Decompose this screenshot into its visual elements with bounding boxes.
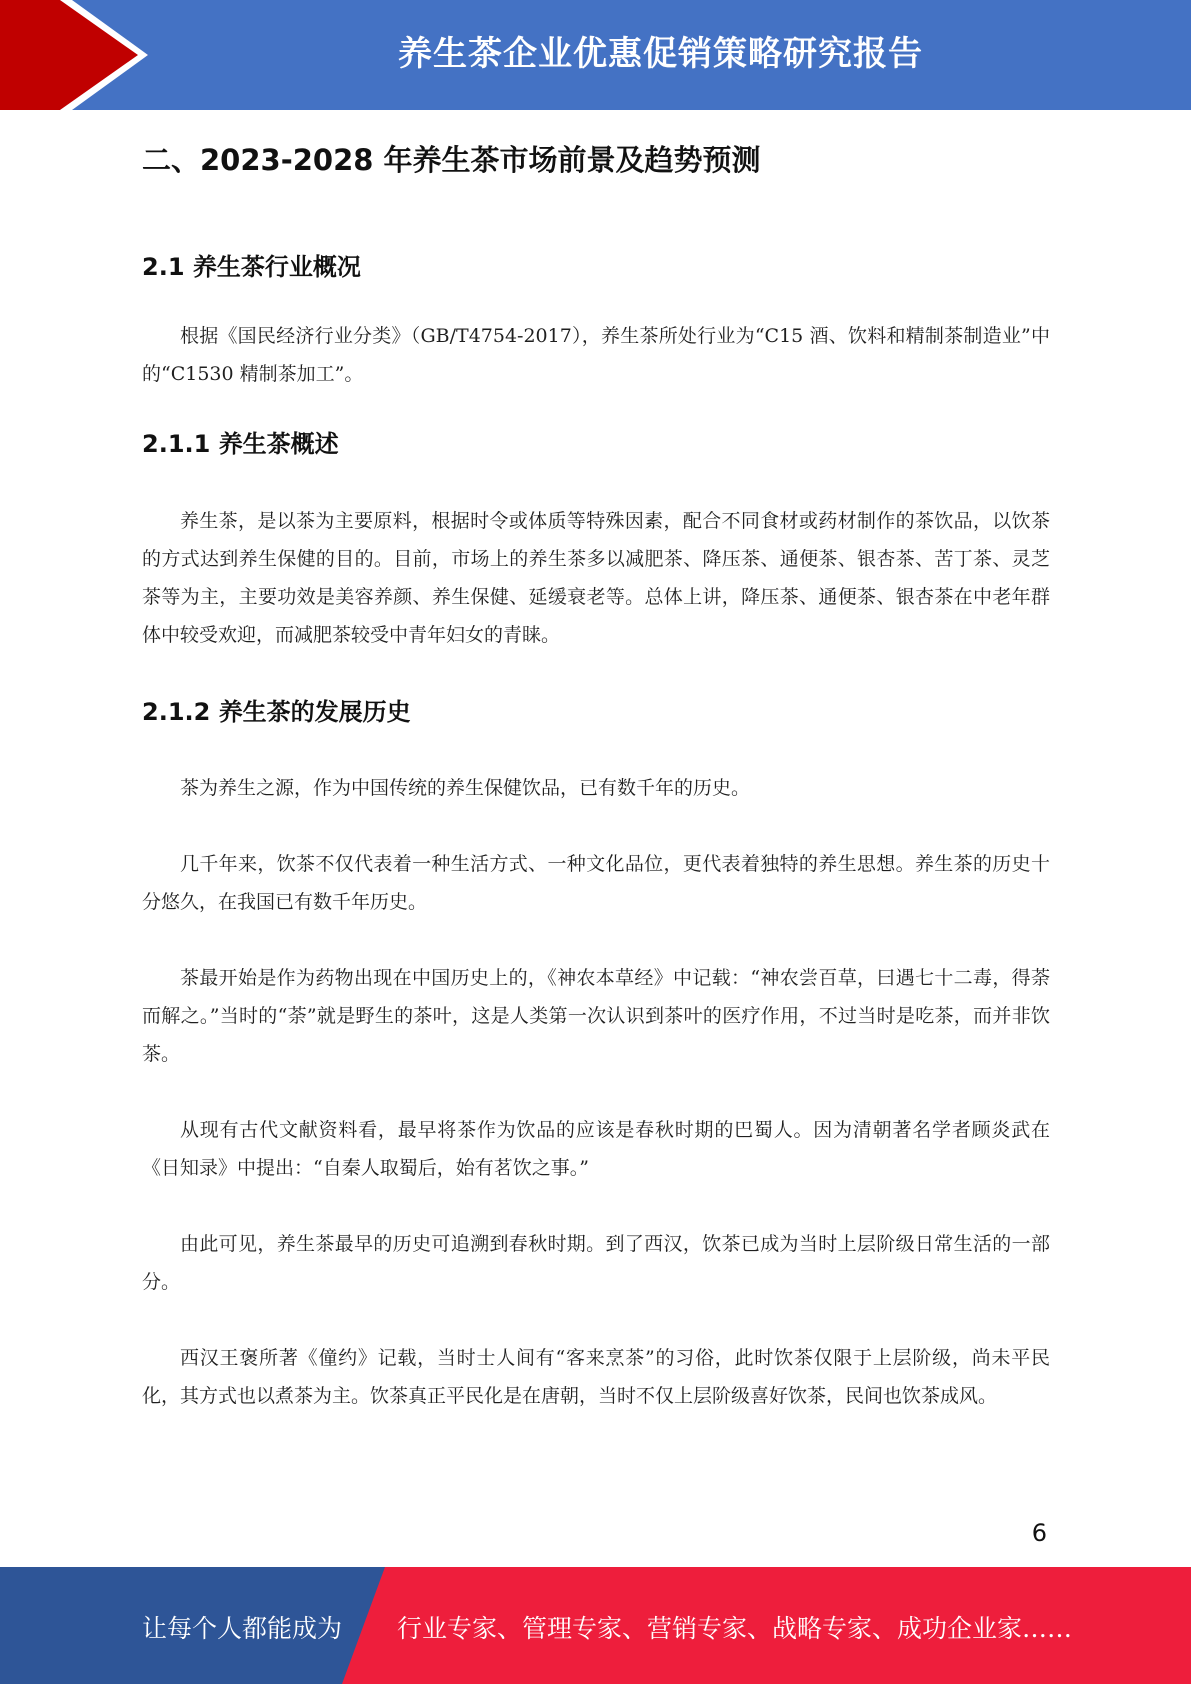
subsection-heading-2-1-2: 2.1.2 养生茶的发展历史 xyxy=(142,698,411,726)
page-number: 6 xyxy=(1031,1519,1047,1547)
section-heading: 二、2023-2028 年养生茶市场前景及趋势预测 xyxy=(142,143,761,177)
paragraph: 由此可见，养生茶最早的历史可追溯到春秋时期。到了西汉，饮茶已成为当时上层阶级日常生活的一部分。 xyxy=(142,1233,1050,1293)
subsection-heading-2-1-1: 2.1.1 养生茶概述 xyxy=(142,430,339,458)
paragraph: 茶最开始是作为药物出现在中国历史上的，《神农本草经》中记载：“神农尝百草，曰遇七十二毒，得荼而解之。”当时的“荼”就是野生的茶叶，这是人类第一次认识到茶叶的医疗作用，不过当时是吃茶，而并非饮茶。 xyxy=(142,967,1050,1065)
header-title: 养生茶企业优惠促销策略研究报告 xyxy=(398,34,923,74)
footer-slogan-left: 让每个人都能成为 xyxy=(142,1614,343,1643)
paragraph: 西汉王褒所著《僮约》记载，当时士人间有“客来烹茶”的习俗，此时饮茶仅限于上层阶级，尚未平民化，其方式也以煮茶为主。饮茶真正平民化是在唐朝，当时不仅上层阶级喜好饮茶，民间也饮茶成风。 xyxy=(142,1347,1050,1407)
header-banner xyxy=(0,0,1191,110)
paragraph: 养生茶，是以茶为主要原料，根据时令或体质等特殊因素，配合不同食材或药材制作的茶饮品，以饮茶的方式达到养生保健的目的。目前，市场上的养生茶多以减肥茶、降压茶、通便茶、银杏茶、苦丁茶、灵芝茶等为主，主要功效是美容养颜、养生保健、延缓衰老等。总体上讲，降压茶、通便茶、银杏茶在中老年群体中较受欢迎，而减肥茶较受中青年妇女的青睐。 xyxy=(142,510,1050,646)
paragraph: 茶为养生之源，作为中国传统的养生保健饮品，已有数千年的历史。 xyxy=(180,777,751,799)
paragraph: 几千年来，饮茶不仅代表着一种生活方式、一种文化品位，更代表着独特的养生思想。养生茶的历史十分悠久，在我国已有数千年历史。 xyxy=(142,853,1050,913)
paragraph: 从现有古代文献资料看，最早将茶作为饮品的应该是春秋时期的巴蜀人。因为清朝著名学者顾炎武在《日知录》中提出：“自秦人取蜀后，始有茗饮之事。” xyxy=(142,1119,1050,1179)
subsection-heading-2-1: 2.1 养生茶行业概况 xyxy=(142,253,361,281)
footer-banner xyxy=(0,1567,1191,1684)
paragraph: 根据《国民经济行业分类》（GB/T4754-2017），养生茶所处行业为“C15 酒、饮料和精制茶制造业”中的“C1530 精制茶加工”。 xyxy=(142,325,1050,385)
footer-slogan-right: 行业专家、管理专家、营销专家、战略专家、成功企业家…… xyxy=(397,1614,1073,1643)
